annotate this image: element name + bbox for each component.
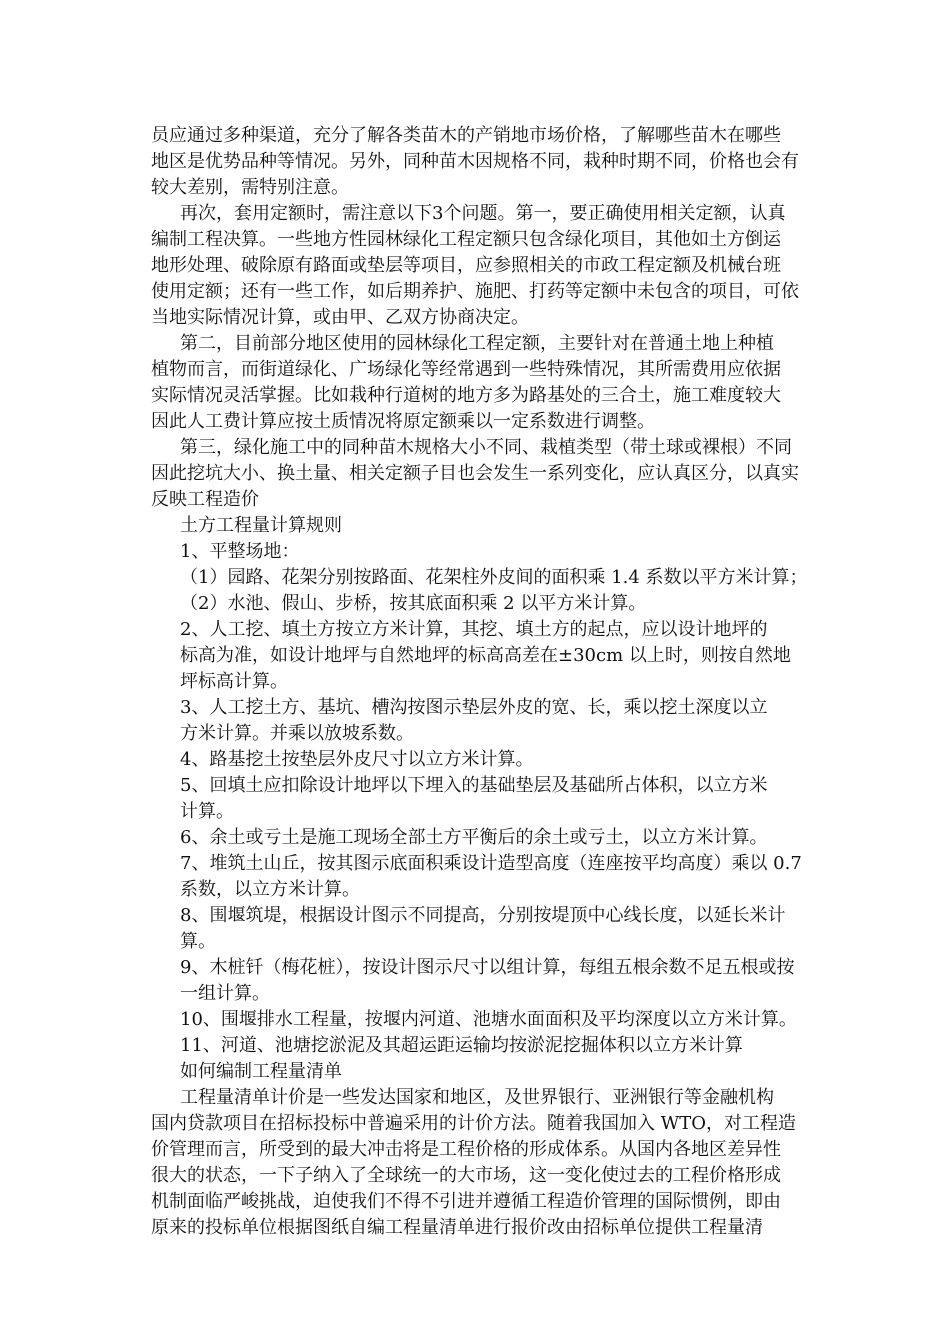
text-line: 算。 <box>180 931 216 952</box>
text-line: 使用定额；还有一些工作，如后期养护、施肥、打药等定额中未包含的项目，可依 <box>151 281 799 302</box>
text-line: 系数，以立方米计算。 <box>180 879 360 900</box>
text-line: 3、人工挖土方、基坑、槽沟按图示垫层外皮的宽、长，乘以挖土深度以立 <box>180 697 768 718</box>
text-line: 因此挖坑大小、换土量、相关定额子目也会发生一系列变化，应认真区分，以真实 <box>151 463 799 484</box>
text-line: 原来的投标单位根据图纸自编工程量清单进行报价改由招标单位提供工程量清 <box>151 1217 763 1238</box>
text-line: 实际情况灵活掌握。比如栽种行道树的地方多为路基处的三合土，施工难度较大 <box>151 385 781 406</box>
text-line: 机制面临严峻挑战，迫使我们不得不引进并遵循工程造价管理的国际惯例，即由 <box>151 1191 781 1212</box>
text-line: 再次，套用定额时，需注意以下3个问题。第一，要正确使用相关定额，认真 <box>180 203 786 224</box>
text-line: （2）水池、假山、步桥，按其底面积乘 2 以平方米计算。 <box>180 593 647 614</box>
text-line: 第二，目前部分地区使用的园林绿化工程定额，主要针对在普通土地上种植 <box>180 333 774 354</box>
section-heading: 如何编制工程量清单 <box>180 1061 342 1082</box>
text-line: 植物而言，而街道绿化、广场绿化等经常遇到一些特殊情况，其所需费用应依据 <box>151 359 781 380</box>
text-line: 国内贷款项目在招标投标中普遍采用的计价方法。随着我国加入 WTO，对工程造 <box>151 1113 796 1134</box>
text-line: 11、河道、池塘挖淤泥及其超运距运输均按淤泥挖掘体积以立方米计算 <box>180 1035 743 1056</box>
text-line: 价管理而言，所受到的最大冲击将是工程价格的形成体系。从国内各地区差异性 <box>151 1139 781 1160</box>
section-heading: 土方工程量计算规则 <box>180 515 342 536</box>
text-line: 2、人工挖、填土方按立方米计算，其挖、填土方的起点，应以设计地坪的 <box>180 619 768 640</box>
text-line: 第三，绿化施工中的同种苗木规格大小不同、栽植类型（带土球或裸根）不同 <box>180 437 792 458</box>
text-line: （1）园路、花架分别按路面、花架柱外皮间的面积乘 1.4 系数以平方米计算； <box>180 567 808 588</box>
text-line: 5、回填土应扣除设计地坪以下埋入的基础垫层及基础所占体积，以立方米 <box>180 775 768 796</box>
text-line: 标高为准，如设计地坪与自然地坪的标高高差在±30cm 以上时，则按自然地 <box>180 645 791 666</box>
text-line: 较大差别，需特别注意。 <box>151 177 349 198</box>
text-line: 10、围堰排水工程量，按堰内河道、池塘水面面积及平均深度以立方米计算。 <box>180 1009 797 1030</box>
text-line: 地区是优势品种等情况。另外，同种苗木因规格不同，栽种时期不同，价格也会有 <box>151 151 799 172</box>
text-line: 一组计算。 <box>180 983 270 1004</box>
text-line: 7、堆筑土山丘，按其图示底面积乘设计造型高度（连座按平均高度）乘以 0.7 <box>180 853 802 874</box>
text-line: 很大的状态，一下子纳入了全球统一的大市场，这一变化使过去的工程价格形成 <box>151 1165 781 1186</box>
text-line: 计算。 <box>180 801 234 822</box>
text-line: 坪标高计算。 <box>180 671 288 692</box>
text-line: 工程量清单计价是一些发达国家和地区，及世界银行、亚洲银行等金融机构 <box>180 1087 774 1108</box>
text-line: 4、路基挖土按垫层外皮尺寸以立方米计算。 <box>180 749 534 770</box>
text-line: 9、木桩钎（梅花桩），按设计图示尺寸以组计算，每组五根余数不足五根或按 <box>180 957 795 978</box>
text-line: 8、围堰筑堤，根据设计图示不同提高，分别按堤顶中心线长度，以延长米计 <box>180 905 786 926</box>
text-line: 员应通过多种渠道，充分了解各类苗木的产销地市场价格，了解哪些苗木在哪些 <box>151 125 781 146</box>
text-line: 因此人工费计算应按土质情况将原定额乘以一定系数进行调整。 <box>151 411 655 432</box>
text-line: 6、余土或亏土是施工现场全部土方平衡后的余土或亏土，以立方米计算。 <box>180 827 768 848</box>
text-line: 1、平整场地： <box>180 541 300 562</box>
text-line: 当地实际情况计算，或由甲、乙双方协商决定。 <box>151 307 529 328</box>
text-line: 方米计算。并乘以放坡系数。 <box>180 723 414 744</box>
text-line: 编制工程决算。一些地方性园林绿化工程定额只包含绿化项目，其他如土方倒运 <box>151 229 781 250</box>
text-line: 反映工程造价 <box>151 489 259 510</box>
text-line: 地形处理、破除原有路面或垫层等项目，应参照相关的市政工程定额及机械台班 <box>151 255 781 276</box>
